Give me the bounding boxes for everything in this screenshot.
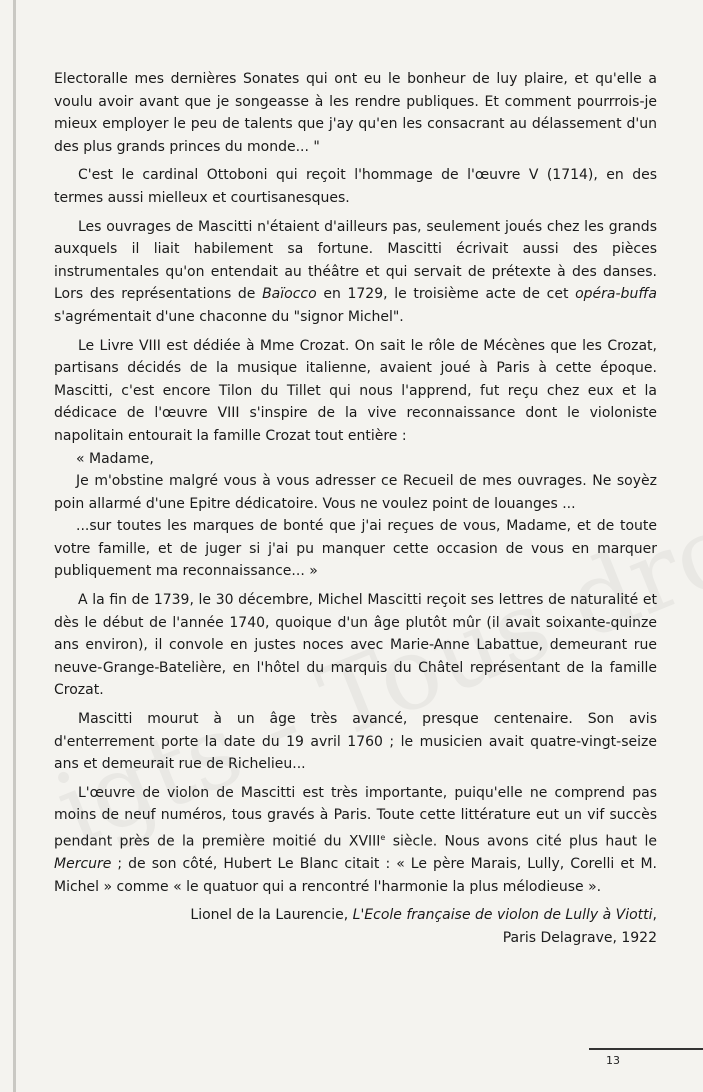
citation-title: L'Ecole française de violon de Lully à Viotti (352, 907, 653, 924)
citation-publisher: Paris Delagrave, 1922 (502, 930, 657, 947)
paragraph-quote-end: Electoralle mes dernières Sonates qui ont eu le bonheur de luy plaire, et qu'elle a voulu avoir avant que je songeasse à les rendre publiques. Et comment pourrrois-je mieux employer le peu de talents que j'ay qu'en les consacrant au délassement d'un des plus grands princes du monde... " (54, 71, 657, 155)
paragraph-text: ; de son côté, Hubert Le Blanc citait : « Le père Marais, Lully, Corelli et M. Michel » comme « le quatuor qui a rencontré l'harmonie la plus mélodieuse ». (54, 856, 657, 895)
citation-trail: , (652, 907, 657, 924)
paragraph-text: siècle. Nous avons cité plus haut le (385, 833, 657, 850)
binding-edge (13, 0, 16, 1092)
paragraph-text: Les ouvrages de Mascitti n'étaient d'ailleurs pas, seulement joués chez les grands auxquels il liait habilement sa fortune. Mascitti écrivait aussi des pièces instrumentales qu'on entendait au théâtre et qui servait de prétexte à des danses. Lors des représentations de (54, 218, 657, 303)
paragraph-oeuvre-violon (54, 782, 657, 899)
letter-line-1: Je m'obstine malgré vous à vous adresser ce Recueil de mes ouvrages. Ne soyèz poin allarmé d'une Epitre dédicatoire. Vous ne voulez point de louanges ... (54, 473, 657, 512)
italic-title: Mercure (54, 856, 112, 873)
paragraph-naturalite: A la fin de 1739, le 30 décembre, Michel Mascitti reçoit ses lettres de naturalité et dès le début de l'année 1740, quoique d'un âge plutôt mûr (il avait soixante-quinze ans environ), il convole en justes noces avec Marie-Anne Labattue, demeurant rue neuve-Grange-Batelière, en l'hôtel du marquis du Châtel représentant de la famille Crozat. (54, 592, 657, 699)
letter-line-2: ...sur toutes les marques de bonté que j'ai reçues de vous, Madame, et de toute votre famille, et de juger si j'ai pu manquer cette occasion de vous en marquer publiquement ma reconnaissance... » (54, 518, 657, 580)
italic-title: opéra-buffa (575, 286, 658, 303)
page-number: 13 (606, 1054, 620, 1067)
paragraph-text: en 1729, le troisième acte de cet (316, 286, 576, 303)
paragraph-text: L'œuvre de violon de Mascitti est très importante, puiqu'elle ne comprend pas moins de neuf numéros, tous gravés à Paris. Toute cette littérature eut un vif succès pendant près de la première moitié du XVIII (54, 784, 657, 850)
footer-rule (589, 1048, 703, 1050)
letter-salutation: « Madame, (76, 450, 154, 467)
body-text (54, 68, 657, 950)
italic-title: Baïocco (262, 286, 317, 303)
source-citation (54, 904, 657, 949)
paragraph-livre-viii: Le Livre VIII est dédiée à Mme Crozat. On sait le rôle de Mécènes que les Crozat, partisans décidés de la musique italienne, avaient joué à Paris à cette époque. Mascitti, c'est encore Tilon du Tillet qui nous l'apprend, fut reçu chez eux et la dédicace de l'œuvre VIII s'inspire de la vive reconnaissance dont le violoniste napolitain entourait la famille Crozat tout entière : (54, 337, 657, 444)
citation-line-1 (54, 904, 657, 927)
superscript: e (380, 833, 386, 842)
paragraph-mort: Mascitti mourut à un âge très avancé, presque centenaire. Son avis d'enterrement porte la date du 19 avril 1760 ; le musicien avait quatre-vingt-seize ans et demeurait rue de Richelieu... (54, 711, 657, 773)
citation-author: Lionel de la Laurencie, (190, 907, 353, 924)
paragraph-text: s'agrémentait d'une chaconne du "signor Michel". (54, 308, 404, 325)
paragraph-ouvrages (54, 216, 657, 329)
paragraph-ottoboni: C'est le cardinal Ottoboni qui reçoit l'hommage de l'œuvre V (1714), en des termes aussi mielleux et courtisanesques. (54, 167, 657, 206)
